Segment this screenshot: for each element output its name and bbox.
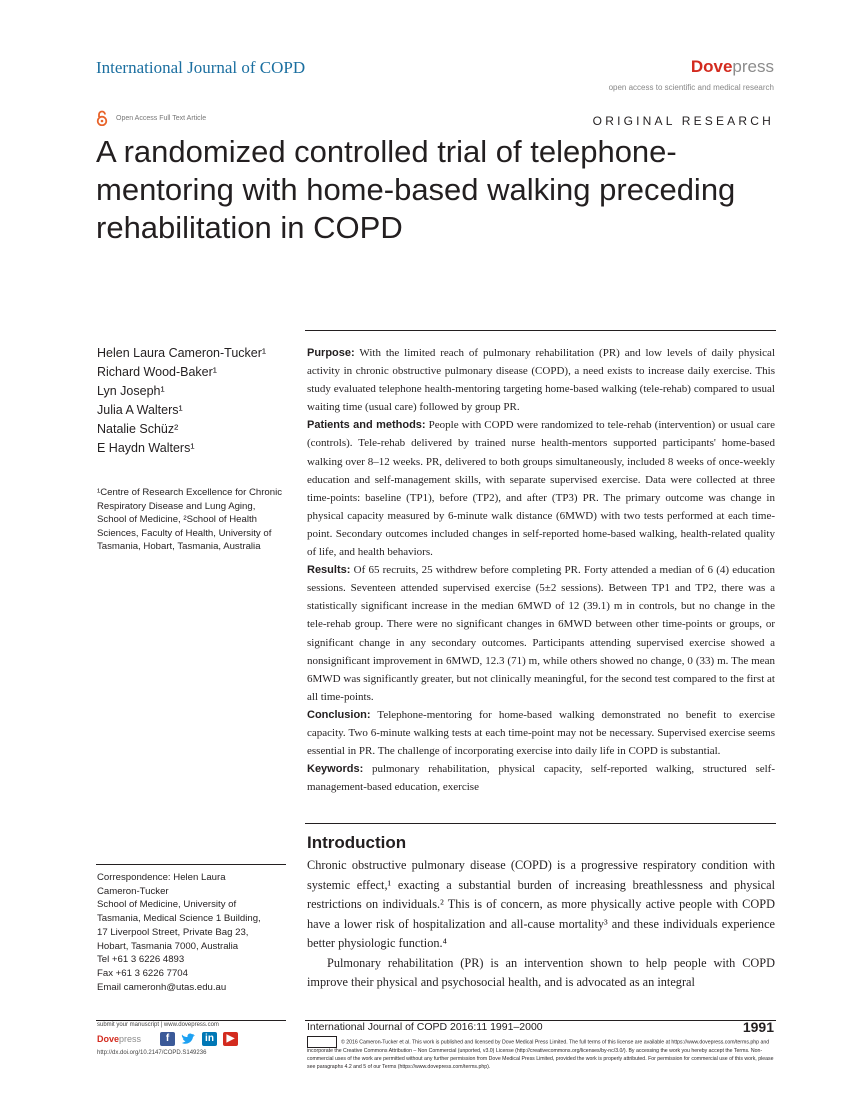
divider	[305, 823, 776, 824]
paragraph: Pulmonary rehabilitation (PR) is an intervention shown to help people with COPD improve their physical and psychosocial health, and is advocated as an integral	[307, 955, 775, 989]
section-heading: Introduction	[307, 833, 407, 852]
social-links	[160, 1032, 238, 1046]
correspondence-line: 17 Liverpool Street, Private Bag 23,	[97, 926, 249, 938]
brand-light: press	[119, 1034, 142, 1044]
abstract-results	[307, 561, 775, 706]
correspondence-line: Tasmania, Medical Science 1 Building,	[97, 913, 261, 925]
author-name: Richard Wood-Baker¹	[97, 365, 217, 379]
author-name: Lyn Joseph¹	[97, 384, 165, 398]
open-access-badge	[96, 110, 206, 126]
abstract-methods	[307, 416, 775, 561]
correspondence-line: Tel +61 3 6226 4893	[97, 954, 185, 966]
doi-link[interactable]: http://dx.doi.org/10.2147/COPD.S149236	[97, 1050, 207, 1056]
brand-main: Dove	[97, 1034, 120, 1044]
publisher-logo[interactable]	[691, 57, 774, 77]
abstract-purpose	[307, 344, 775, 416]
citation: International Journal of COPD 2016:11 1991–2000	[307, 1021, 543, 1033]
author-list	[97, 344, 297, 458]
youtube-icon[interactable]: ▶	[223, 1032, 238, 1046]
correspondence	[97, 871, 287, 994]
introduction-body	[307, 856, 775, 993]
twitter-icon[interactable]	[181, 1032, 196, 1046]
creative-commons-icon	[307, 1036, 337, 1048]
facebook-icon[interactable]: f	[160, 1032, 175, 1046]
author-name: Natalie Schüz²	[97, 422, 179, 436]
open-access-lock-icon	[96, 110, 108, 126]
open-access-label: Open Access Full Text Article	[116, 114, 207, 122]
author-name: Helen Laura Cameron-Tucker¹	[97, 346, 267, 360]
license-notice	[307, 1036, 776, 1071]
methods-label: Patients and methods:	[307, 419, 426, 432]
submit-manuscript-link[interactable]: submit your manuscript | www.dovepress.com	[97, 1022, 219, 1028]
brand-main: Dove	[690, 57, 733, 76]
author-name: E Haydn Walters¹	[97, 441, 195, 455]
purpose-label: Purpose:	[307, 347, 355, 359]
abstract-keywords	[307, 760, 775, 796]
divider	[96, 864, 286, 865]
divider	[96, 1020, 286, 1021]
methods-text: People with COPD were randomized to tele-rehab (intervention) or usual care (controls). Tele-rehab delivered by trained nurse health-mentors supported participants' home-based walking over 8–12 weeks. PR, delivered to both groups simultaneously, included 8 weeks of once-weekly education and self-management skills, with separate supervised exercise. Data were collected at three time-points: baseline (TP1), before (TP2), and after (TP3) PR. The primary outcome was change in physical capacity measured by 6-minute walk distance (6MWD) with two tests performed at each time-point. Secondary outcomes included changes in self-reported home-based walking, health-related quality of life, and health behaviors.	[307, 419, 776, 559]
article-type: ORIGINAL RESEARCH	[592, 114, 774, 128]
keywords-text: pulmonary rehabilitation, physical capacity, self-reported walking, structured self-management-based education, exercise	[307, 763, 775, 794]
brand-light: press	[732, 57, 774, 76]
page-number: 1991	[742, 1019, 774, 1035]
purpose-text: With the limited reach of pulmonary rehabilitation (PR) and low levels of daily physical activity in chronic obstructive pulmonary disease (COPD), a need exists to increase daily exercise. This study evaluated telephone health-mentoring targeting home-based walking (tele-rehab) compared to usual waiting time (usual care) followed by group PR.	[307, 347, 775, 414]
affiliations: ¹Centre of Research Excellence for Chronic Respiratory Disease and Lung Aging, School of Medicine, ²School of Health Sciences, Faculty of Health, University of Tasmania, Hobart, Tasmania, Australia	[97, 487, 283, 552]
results-text: Of 65 recruits, 25 withdrew before completing PR. Forty attended a median of 6 (4) education sessions. Seventeen attended supervised exercise (5±2 sessions). Between TP1 and TP2, there was a statistically significant increase in the median 6MWD of 12 (39.1) m in controls, but no change in the tele-rehab group. There were no significant changes in 6MWD between other time-points or groups, or significant change in any secondary outcomes. Participants attending supervised exercise showed a nonsignificant improvement in 6MWD, 12.3 (71) m, while others showed no change, 0 (33) m. The mean 6MWD was significantly greater, but not clinically meaningful, for the second test compared to the first at all time-points.	[307, 564, 776, 703]
conclusion-text: Telephone-mentoring for home-based walking demonstrated no benefit to exercise capacity. Two 6-minute walking tests at each time-point may not be necessary. Supervised exercise seems essential in PR. The challenge of incorporating exercise into daily life in COPD is substantial.	[307, 708, 775, 758]
article-title: A randomized controlled trial of telephone-mentoring with home-based walking preceding rehabilitation in COPD	[96, 134, 736, 245]
footer-logo[interactable]	[97, 1034, 141, 1044]
keywords-label: Keywords:	[307, 763, 364, 776]
divider	[305, 330, 776, 331]
correspondence-line: Cameron-Tucker	[97, 885, 169, 897]
license-text: © 2016 Cameron-Tucker et al. This work is published and licensed by Dove Medical Press Limited. The full terms of this license are available at https://www.dovepress.com/terms.php and incorporate the Creative Commons Attribution – Non Commercial (unported, v3.0) License (http://creativecommons.org/licenses/by-nc/3.0/). By accessing the work you hereby accept the Terms. Non-commercial uses of the work are permitted without any further permission from Dove Medical Press Limited, provided the work is properly attributed. For permission for commercial use of this work, please see paragraphs 4.2 and 5 of our Terms (https://www.dovepress.com/terms.php).	[307, 1039, 774, 1070]
correspondence-line: Fax +61 3 6226 7704	[97, 967, 188, 979]
publisher-tagline: open access to scientific and medical research	[608, 83, 774, 92]
results-label: Results:	[307, 564, 351, 577]
correspondence-email[interactable]: Email cameronh@utas.edu.au	[97, 981, 227, 993]
correspondence-line: School of Medicine, University of	[97, 899, 237, 911]
correspondence-line: Correspondence: Helen Laura	[97, 872, 226, 883]
conclusion-label: Conclusion:	[307, 708, 371, 721]
linkedin-icon[interactable]: in	[202, 1032, 217, 1046]
abstract-conclusion	[307, 706, 775, 760]
journal-title[interactable]: International Journal of COPD	[96, 58, 306, 77]
correspondence-line: Hobart, Tasmania 7000, Australia	[97, 940, 239, 952]
paragraph: Chronic obstructive pulmonary disease (COPD) is a progressive respiratory condition with systemic effect,¹ exacting a substantial burden of increasing breathlessness and physical restrictions on individuals.² This is of concern, as more physically active people with COPD have a lower risk of hospitalization and all-cause mortality³ and these individuals experience better physiologic function.⁴	[307, 858, 775, 950]
abstract	[307, 344, 775, 796]
author-name: Julia A Walters¹	[97, 403, 183, 417]
